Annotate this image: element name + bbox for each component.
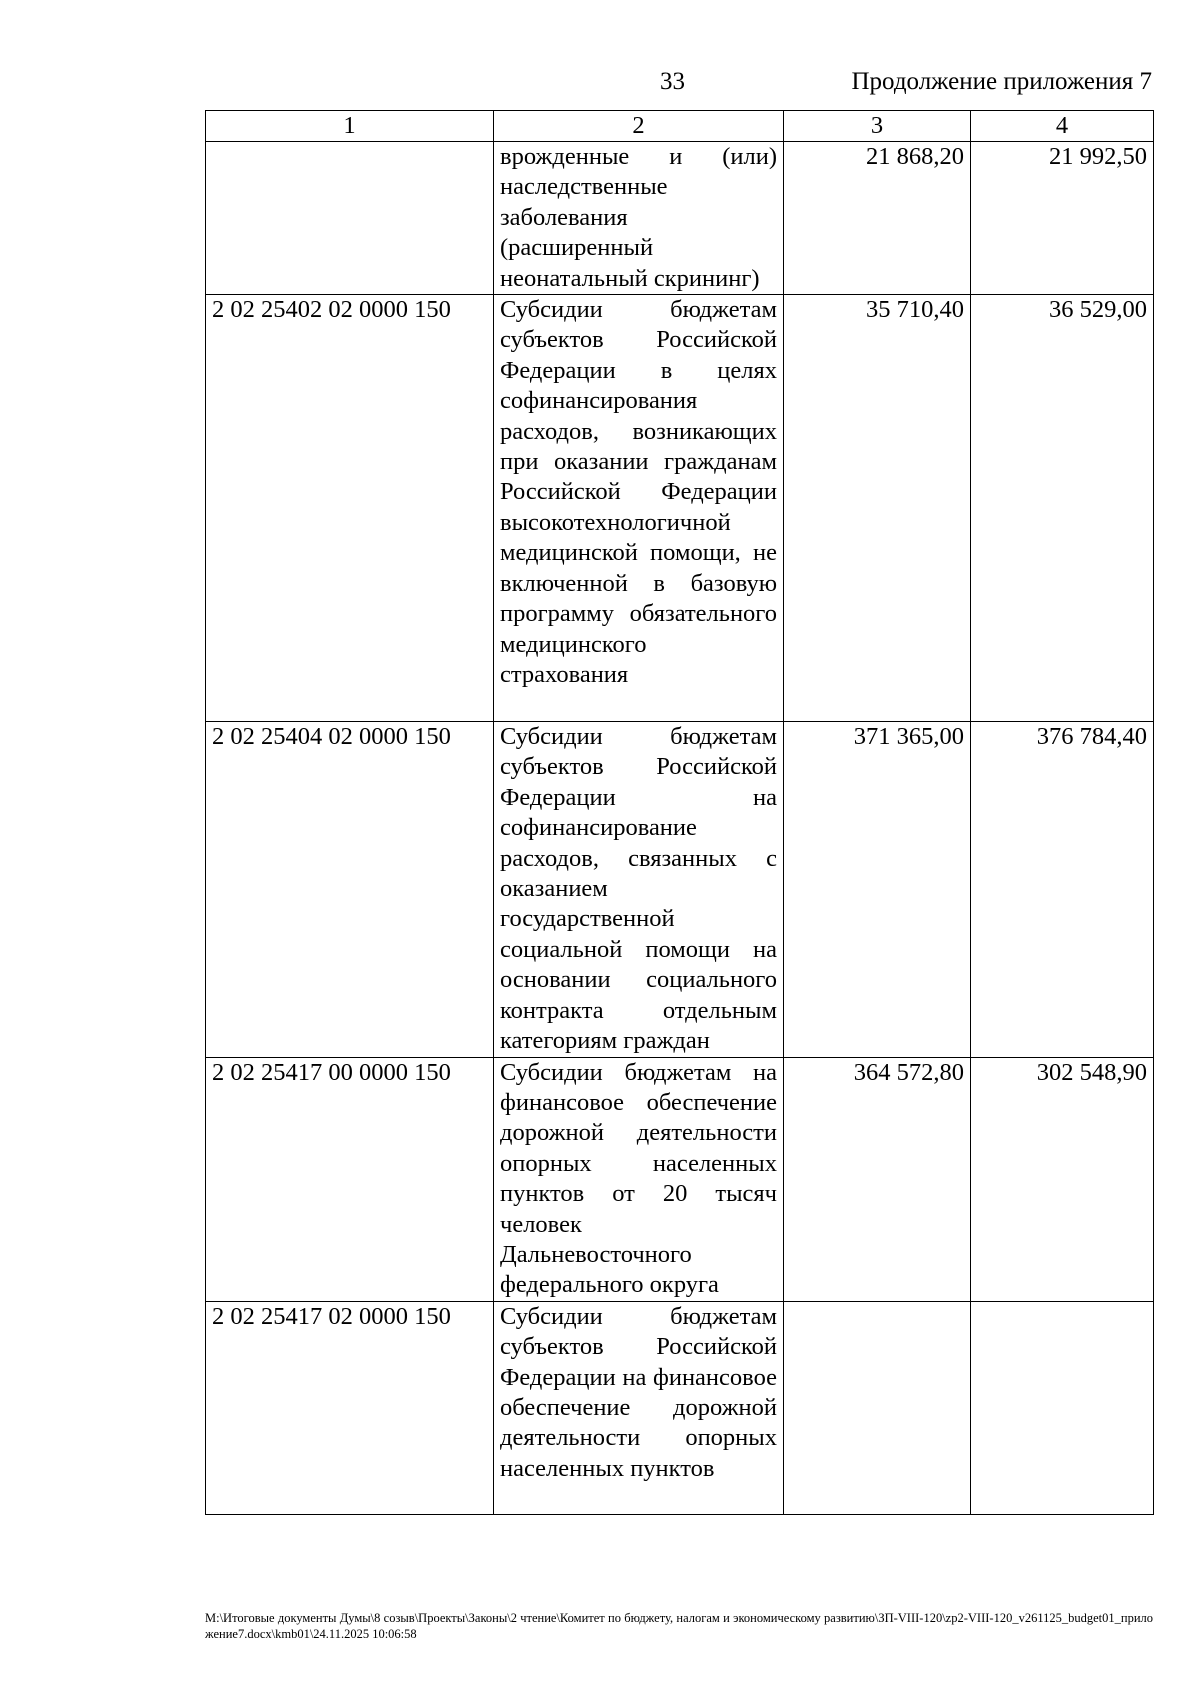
column-header-2: 2 (494, 111, 784, 142)
table-row (206, 295, 1154, 722)
description-cell: Субсидии бюджетам субъектов Российской Федерации на софинансирование расходов, связанных с оказанием государственной социальной помощи на основании социального контракта отдельным категориям граждан (494, 722, 784, 1057)
appendix-continuation-label: Продолжение приложения 7 (851, 68, 1152, 95)
budget-code-cell: 2 02 25402 02 0000 150 (206, 295, 494, 722)
page-number: 33 (660, 68, 685, 95)
amount-col4-cell: 376 784,40 (971, 722, 1154, 1057)
description-cell: Субсидии бюджетам субъектов Российской Федерации в целях софинансирования расходов, возникающих при оказании гражданам Российской Федерации высокотехнологичной медицинской помощи, не включенной в базовую программу обязательного медицинского страхования (494, 295, 784, 722)
amount-col4-cell (971, 1301, 1154, 1514)
budget-code-cell (206, 142, 494, 295)
budget-code-cell: 2 02 25417 00 0000 150 (206, 1057, 494, 1301)
amount-col4-cell: 36 529,00 (971, 295, 1154, 722)
column-header-3: 3 (784, 111, 971, 142)
document-file-path-footer: M:\Итоговые документы Думы\8 созыв\Проекты\Законы\2 чтение\Комитет по бюджету, налогам и экономическому развитию\ЗП-VIII-120\zp2-VIII-120_v261125_budget01_приложение7.docx\kmb01\24.11.2025 10:06:58 (205, 1611, 1153, 1641)
table-header-row (206, 111, 1154, 142)
budget-code-cell: 2 02 25404 02 0000 150 (206, 722, 494, 1057)
amount-col3-cell (784, 1301, 971, 1514)
amount-col3-cell: 371 365,00 (784, 722, 971, 1057)
table-row (206, 1301, 1154, 1514)
budget-table (205, 110, 1154, 1515)
column-header-4: 4 (971, 111, 1154, 142)
amount-col4-cell: 21 992,50 (971, 142, 1154, 295)
table-row (206, 142, 1154, 295)
amount-col3-cell: 21 868,20 (784, 142, 971, 295)
budget-code-cell: 2 02 25417 02 0000 150 (206, 1301, 494, 1514)
amount-col3-cell: 364 572,80 (784, 1057, 971, 1301)
table-row (206, 1057, 1154, 1301)
amount-col3-cell: 35 710,40 (784, 295, 971, 722)
table-row (206, 722, 1154, 1057)
description-cell: врожденные и (или) наследственные заболевания (расширенный неонатальный скрининг) (494, 142, 784, 295)
description-cell: Субсидии бюджетам субъектов Российской Федерации на финансовое обеспечение дорожной деятельности опорных населенных пунктов (494, 1301, 784, 1514)
column-header-1: 1 (206, 111, 494, 142)
amount-col4-cell: 302 548,90 (971, 1057, 1154, 1301)
description-cell: Субсидии бюджетам на финансовое обеспечение дорожной деятельности опорных населенных пунктов от 20 тысяч человек Дальневосточного федерального округа (494, 1057, 784, 1301)
